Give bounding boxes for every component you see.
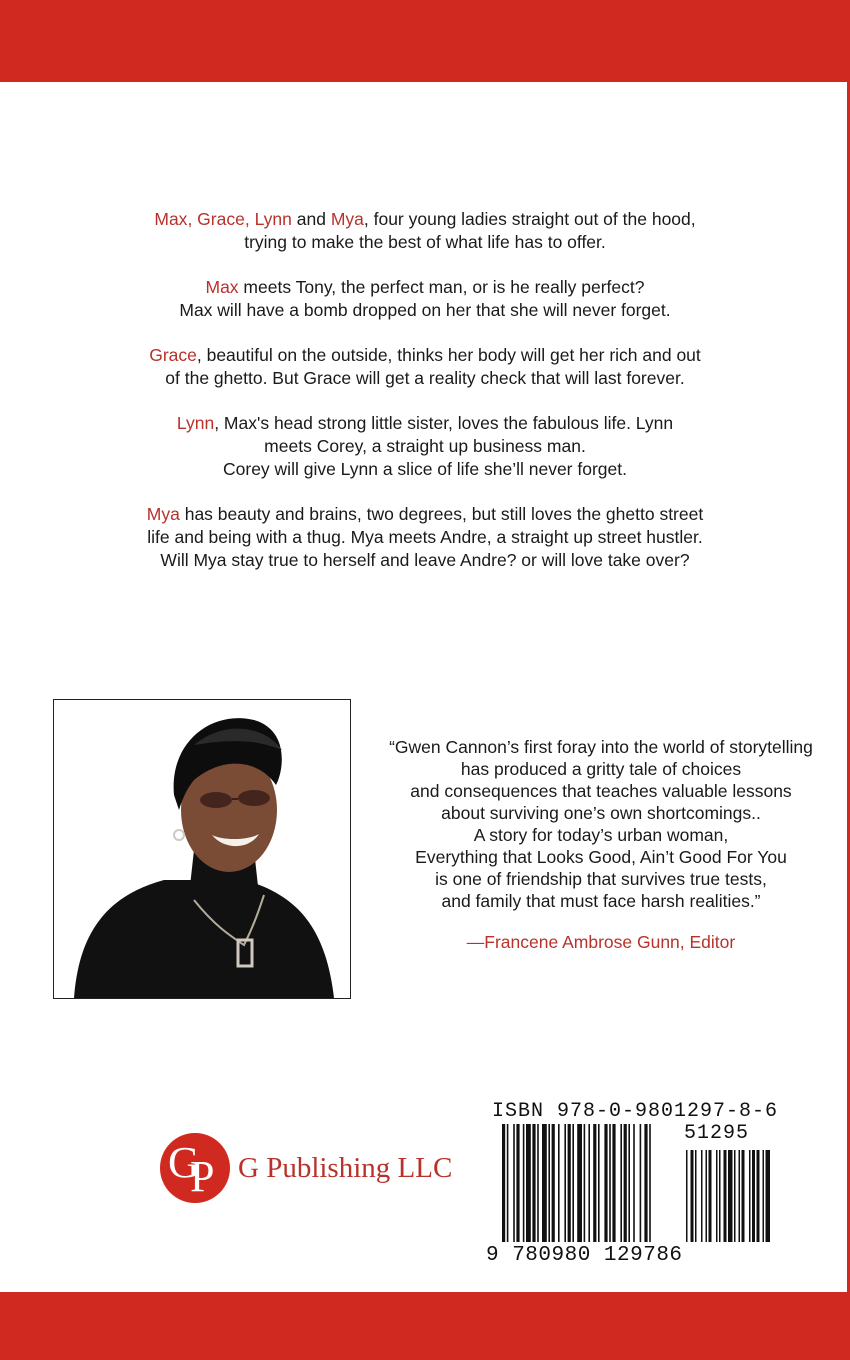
synopsis-text: , four young ladies straight out of the hood, xyxy=(363,209,696,229)
synopsis-paragraph-4 xyxy=(90,412,760,481)
publisher-logo xyxy=(160,1133,230,1203)
synopsis-text: , Max's head strong little sister, loves the fabulous life. Lynn xyxy=(214,413,674,433)
separator: and xyxy=(291,209,331,229)
logo-letter-g: G xyxy=(168,1138,200,1187)
synopsis-text: trying to make the best of what life has to offer. xyxy=(244,232,606,252)
isbn-label: ISBN 978-0-9801297-8-6 xyxy=(492,1100,779,1123)
synopsis-text: meets Tony, the perfect man, or is he really perfect? xyxy=(238,277,645,297)
price-code: 51295 xyxy=(684,1122,750,1145)
separator: , xyxy=(187,209,198,229)
quote-attribution: —Francene Ambrose Gunn, Editor xyxy=(466,932,736,952)
character-name: Max xyxy=(154,209,188,229)
separator: , xyxy=(244,209,255,229)
quote-line: about surviving one’s own shortcomings.. xyxy=(441,803,761,823)
synopsis-text: meets Corey, a straight up business man. xyxy=(264,436,586,456)
author-portrait-illustration xyxy=(54,700,350,998)
character-name: Lynn xyxy=(176,413,215,433)
synopsis-text: , beautiful on the outside, thinks her body will get her rich and out xyxy=(196,345,701,365)
editor-quote xyxy=(352,736,850,953)
synopsis-text: Will Mya stay true to herself and leave Andre? or will love take over? xyxy=(160,550,690,570)
top-red-band xyxy=(0,0,850,82)
synopsis-text: has beauty and brains, two degrees, but still loves the ghetto street xyxy=(179,504,704,524)
bottom-red-band xyxy=(0,1292,850,1360)
character-name: Mya xyxy=(330,209,364,229)
synopsis xyxy=(90,208,760,594)
quote-line: Everything that Looks Good, Ain’t Good For You xyxy=(415,847,787,867)
publisher-block xyxy=(160,1133,490,1205)
character-name: Grace xyxy=(149,345,197,365)
synopsis-text: life and being with a thug. Mya meets Andre, a straight up street hustler. xyxy=(147,527,703,547)
character-name: Max xyxy=(205,277,239,297)
author-photo xyxy=(53,699,351,999)
quote-line: has produced a gritty tale of choices xyxy=(460,759,742,779)
publisher-name: G Publishing LLC xyxy=(238,1152,453,1184)
barcode-digits: 9 780980 129786 xyxy=(486,1244,683,1267)
character-name: Mya xyxy=(146,504,180,524)
quote-line: and family that must face harsh realities.” xyxy=(441,891,761,911)
quote-line: and consequences that teaches valuable lessons xyxy=(410,781,792,801)
character-name: Lynn xyxy=(254,209,292,229)
synopsis-paragraph-1 xyxy=(90,208,760,254)
synopsis-paragraph-2 xyxy=(90,276,760,322)
character-name: Grace xyxy=(197,209,245,229)
quote-line: “Gwen Cannon’s first foray into the world of storytelling xyxy=(389,737,813,757)
synopsis-paragraph-3 xyxy=(90,344,760,390)
barcode-bars xyxy=(486,1124,782,1246)
logo-letter-p: P xyxy=(190,1152,215,1201)
quote-line: A story for today’s urban woman, xyxy=(473,825,729,845)
synopsis-text: Corey will give Lynn a slice of life she’ll never forget. xyxy=(223,459,627,479)
synopsis-paragraph-5 xyxy=(90,503,760,572)
synopsis-text: of the ghetto. But Grace will get a reality check that will last forever. xyxy=(165,368,685,388)
synopsis-text: Max will have a bomb dropped on her that she will never forget. xyxy=(179,300,671,320)
quote-line: is one of friendship that survives true tests, xyxy=(435,869,767,889)
isbn-barcode xyxy=(486,1100,782,1276)
